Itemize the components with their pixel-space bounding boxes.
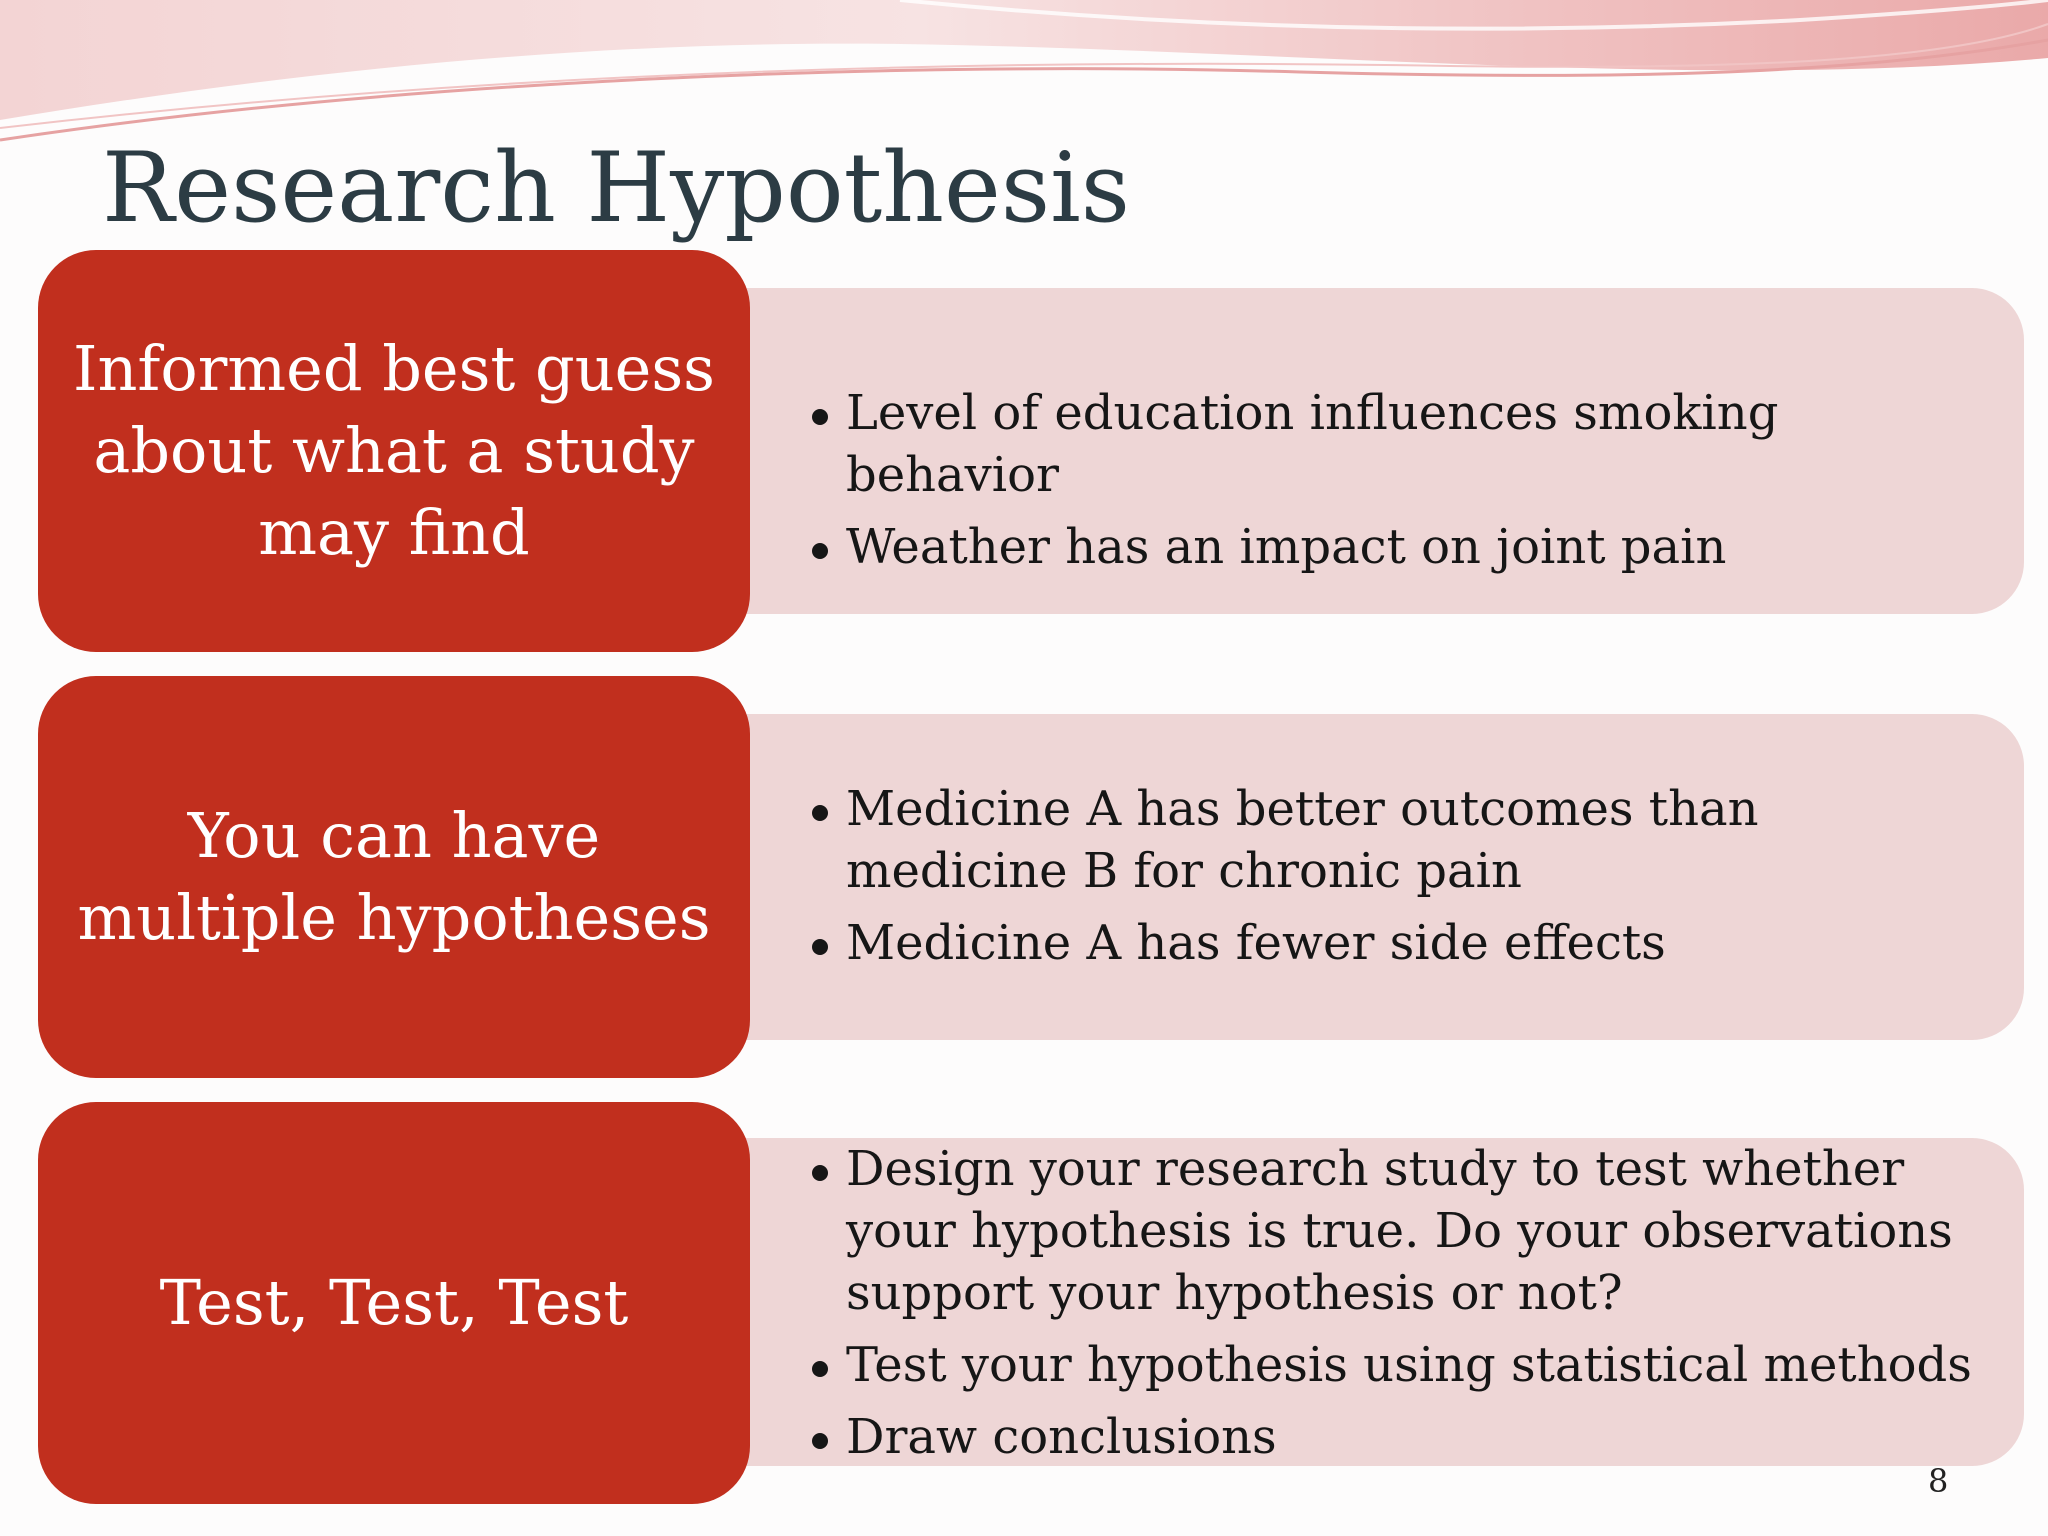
bullet-icon <box>812 543 828 559</box>
bullet-text: Medicine A has better outcomes than medicine B for chronic pain <box>846 781 1759 899</box>
bullet-icon <box>812 1165 828 1181</box>
bullet-list <box>808 1138 1978 1478</box>
bullet-icon <box>812 939 828 955</box>
label-box <box>38 250 750 652</box>
label-text: Test, Test, Test <box>159 1266 629 1339</box>
label-box <box>38 676 750 1078</box>
bullet-list <box>808 778 1978 984</box>
bullet-text: Medicine A has fewer side effects <box>846 915 1666 971</box>
bullet-text: Design your research study to test whether your hypothesis is true. Do your observations support your hypothesis or not? <box>846 1141 1953 1321</box>
bullet-list <box>808 382 1978 588</box>
bullet-text: Test your hypothesis using statistical methods <box>846 1337 1972 1393</box>
bullet-icon <box>812 409 828 425</box>
bullet-item <box>808 778 1978 902</box>
page-number: 8 <box>1928 1462 1949 1500</box>
bullet-icon <box>812 805 828 821</box>
bullet-item <box>808 1138 1978 1324</box>
label-box <box>38 1102 750 1504</box>
bullet-item <box>808 516 1978 578</box>
bullet-text: Level of education influences smoking behavior <box>846 385 1779 503</box>
bullet-item <box>808 912 1978 974</box>
bullet-item <box>808 1406 1978 1468</box>
bullet-item <box>808 1334 1978 1396</box>
slide-title: Research Hypothesis <box>102 132 1131 244</box>
bullet-text: Draw conclusions <box>846 1409 1277 1465</box>
label-text: You can have multiple hypotheses <box>77 799 711 954</box>
label-text: Informed best guess about what a study may find <box>73 332 715 569</box>
bullet-icon <box>812 1433 828 1449</box>
bullet-item <box>808 382 1978 506</box>
bullet-icon <box>812 1361 828 1377</box>
bullet-text: Weather has an impact on joint pain <box>846 519 1727 575</box>
